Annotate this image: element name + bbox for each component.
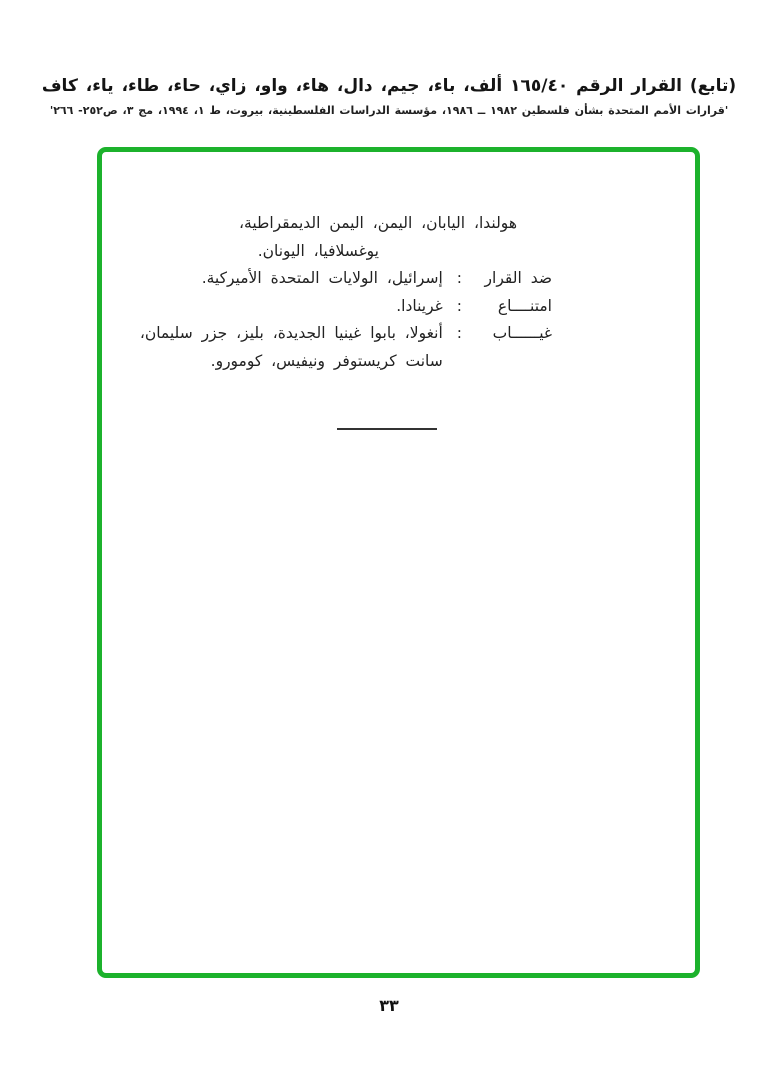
vote-results-block xyxy=(102,152,695,375)
source-citation: 'قرارات الأمم المتحدة بشأن فلسطين ١٩٨٢ ــ ١٩٨٦، مؤسسة الدراسات الفلسطينية، بيروت، ط ١، ١٩٩٤، مج ٣، ص٢٥٢- ٢٦٦' xyxy=(49,104,729,117)
vote-row-abstain xyxy=(127,293,552,321)
country-list-line: يوغسلافيا، اليونان. xyxy=(257,241,379,260)
country-list-line: هولندا، اليابان، اليمن، اليمن الديمقراطية، xyxy=(239,214,517,232)
vote-label: امتنــــاع xyxy=(497,296,552,315)
vote-value xyxy=(127,265,443,293)
label-colon: : xyxy=(456,324,462,342)
page-number: ٣٣ xyxy=(379,996,399,1015)
vote-value-line: غرينادا. xyxy=(396,296,443,315)
resolution-title: (تابع) القرار الرقم ١٦٥/٤٠ ألف، باء، جيم، دال، هاء، واو، زاي، حاء، طاء، ياء، كاف xyxy=(41,76,737,96)
label-colon: : xyxy=(456,296,462,315)
vote-value-line: سانت كريستوفر ونيفيس، كومورو. xyxy=(210,351,443,370)
vote-value xyxy=(127,293,443,321)
vote-value xyxy=(127,320,443,375)
vote-row-against xyxy=(127,265,552,293)
vote-label: ضد القرار xyxy=(484,269,552,287)
continuation-paragraph xyxy=(127,210,517,265)
vote-value-line: أنغولا، بابوا غينيا الجديدة، بليز، جزر سليمان، xyxy=(139,324,443,342)
vote-row-absent xyxy=(127,320,552,375)
vote-label: غيــــــاب xyxy=(492,324,552,342)
page-header xyxy=(0,74,778,118)
section-divider xyxy=(337,428,437,430)
vote-value-line: إسرائيل، الولايات المتحدة الأميركية. xyxy=(201,269,443,287)
content-box xyxy=(97,147,700,978)
label-colon: : xyxy=(456,269,462,287)
